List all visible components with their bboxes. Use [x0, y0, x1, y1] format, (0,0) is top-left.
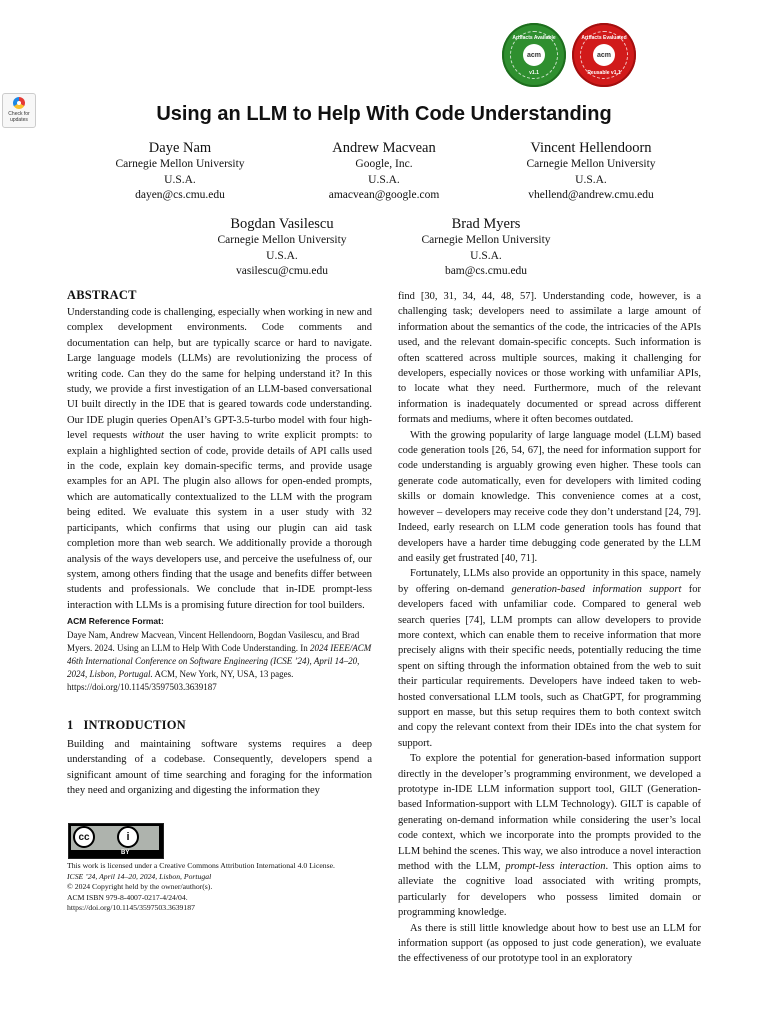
cc-by-license-logo[interactable] [68, 823, 164, 859]
author-country: U.S.A. [368, 173, 400, 186]
author-affiliation: Google, Inc. [355, 158, 413, 170]
author-affiliation: Carnegie Mellon University [217, 234, 347, 246]
author-email[interactable]: amacvean@google.com [328, 189, 440, 201]
artifacts-evaluated-badge [572, 23, 636, 87]
author-name: Brad Myers [451, 216, 521, 232]
author-affiliation: Carnegie Mellon University [421, 234, 551, 246]
conference-info: ICSE ’24, April 14–20, 2024, Lisbon, Portugal [67, 871, 212, 881]
badge-top-text: Artifacts Available [512, 35, 556, 41]
author-email[interactable]: vhellend@andrew.cmu.edu [528, 189, 654, 201]
reference-format-heading: ACM Reference Format: [67, 616, 164, 626]
badge-bottom-text: Reusable v1.1 [587, 70, 621, 76]
copyright: © 2024 Copyright held by the owner/author(s). [67, 882, 213, 891]
isbn: ACM ISBN 979-8-4007-0217-4/24/04. [67, 892, 188, 902]
abstract-paragraph: Understanding code is challenging, especially when working in new and complex development environments. Code comments and documentation can help, but are typically scarce or hard to navigate. Large language models (LLMs) are revolutionizing the process of writing code. Can they do the same for helping understand it? In this study, we provide a first investigation of an LLM-based conversational UI built directly in the IDE that is geared towards code understanding. Our IDE plugin queries OpenAI’s GPT-3.5-turbo model with four high-level requests without the user having to write explicit prompts: to explain a highlighted section of code, provide details of API calls used in the code, explain key domain-specific terms, and provide usage examples for an API. The plugin also allows for open-ended prompts, which are automatically contextualized to the LLM with the program being edited. We evaluate this system in a user study with 32 participants, which confirms that using our plugin can aid task completion more than web search. We additionally provide a thorough analysis of the ways developers use, and perceive the usefulness of, our system, among others finding that the usage and benefits differ between students and professionals. We conclude that in-IDE prompt-less interaction with LLMs is a promising future direction for tool builders. [67, 307, 372, 611]
author-country: U.S.A. [470, 249, 502, 262]
reference-format-text: Daye Nam, Andrew Macvean, Vincent Hellendoorn, Bogdan Vasilescu, and Brad Myers. 2024. Using an LLM to Help With Code Understanding. In 2024 IEEE/ACM 46th International Conference on Software Engineering (ICSE ’24), April 14–20, 2024, Lisbon, Portugal. ACM, New York, NY, USA, 13 pages. https://doi.org/10.1145/3597503.3639187 [67, 630, 372, 692]
abstract-heading: ABSTRACT [67, 288, 137, 302]
body-paragraph: Fortunately, LLMs also provide an opportunity in this space, namely by offering on-demand generation-based information support for developers faced with unfamiliar code. Compared to general web search queries [74], LLM prompts can allow developers to provide more context, which can enable them to receive information that more precisely aligns with their specific needs, potentially reducing the time spent on sifting through the information obtained from the web to suit their particular requirements. Developers have indeed taken to web-hosted conversational LLM tools, such as ChatGPT, for programming support en masse, but this setup requires them to both context switch and copy the relevant context from their IDEs into the chat system for support. [398, 568, 701, 749]
paper-title: Using an LLM to Help With Code Understanding [156, 103, 612, 125]
abstract-body [67, 305, 372, 613]
author-country: U.S.A. [164, 173, 196, 186]
body-paragraph: With the growing popularity of large language model (LLM) based code generation tools [26, 54, 67], the need for information support for code understanding is arguably growing even higher. These tools can generate code automatically, even for developers with limited coding skills or domain knowledge. This convenience comes at a cost, however – developers may receive code they don’t understand [24, 79]. Indeed, early research on LLM code generation tools has found that developers have a harder time debugging code generated by the LLM and easily get frustrated [40, 71]. [398, 429, 701, 564]
body-paragraph: To explore the potential for generation-based information support directly in the developer’s programming environment, we developed a prototype in-IDE LLM information support tool, GILT (Generation-based Information-support with LLM Technology). GILT is capable of generating on-demand information while considering the user’s local code context, which we incorporate into the prompts provided to the LLM behind the scenes. This way, we also introduce a novel interaction method with the LLM, prompt-less interaction. This option aims to alleviate the cognitive load associated with writing prompts, particularly for developers who possess limited domain or programming knowledge. [398, 753, 702, 919]
author-country: U.S.A. [575, 173, 607, 186]
author-affiliation: Carnegie Mellon University [526, 158, 656, 170]
author-country: U.S.A. [266, 249, 298, 262]
author-block [190, 215, 374, 280]
doi-link[interactable]: https://doi.org/10.1145/3597503.3639187 [67, 903, 195, 912]
author-email[interactable]: bam@cs.cmu.edu [444, 265, 528, 277]
author-block [88, 139, 272, 204]
author-block [292, 139, 476, 204]
author-name: Bogdan Vasilescu [230, 216, 334, 232]
author-name: Andrew Macvean [332, 140, 436, 156]
author-email[interactable]: dayen@cs.cmu.edu [135, 189, 225, 201]
check-updates-line2: updates [10, 117, 28, 123]
intro-paragraph: Building and maintaining software systems requires a deep understanding of a codebase. Consequently, developers spend a significant amount of time searching and foraging for the information they need and organizing and digesting the information they [67, 739, 372, 797]
acm-logo-icon: acm [593, 44, 615, 66]
author-block [394, 215, 578, 280]
introduction-body [67, 737, 372, 799]
body-paragraph: As there is still little knowledge about how to best use an LLM for information support (as opposed to just code generation), we evaluate the effectiveness of our prototype tool in an exploratory [398, 922, 701, 965]
body-paragraph: find [30, 31, 34, 44, 48, 57]. Understanding code, however, is a challenging task; developers need to assimilate a large amount of information about the semantics of the code, the intricacies of the APIs used, and the relevant domain-specific concepts. Such information is often scattered across multiple sources, making it challenging for developers, especially novices or those working with unfamiliar APIs, to locate what they need. Furthermore, much of the relevant information is inadequately documented or spread across different formats and mediums, where it often becomes outdated. [398, 291, 701, 426]
author-email[interactable]: vasilescu@cmu.edu [235, 265, 329, 277]
right-column-body [398, 289, 701, 967]
attribution-icon: i [117, 826, 139, 848]
badge-bottom-text: v1.1 [529, 70, 539, 76]
by-label: BY [121, 850, 130, 856]
license-footer [67, 861, 387, 914]
check-updates-line1: Check for [8, 111, 30, 117]
acm-logo-icon: acm [523, 44, 545, 66]
license-statement: This work is licensed under a Creative Commons Attribution International 4.0 License. [67, 861, 335, 870]
badge-top-text: Artifacts Evaluated [581, 35, 627, 41]
author-affiliation: Carnegie Mellon University [115, 158, 245, 170]
author-name: Daye Nam [148, 140, 212, 156]
artifacts-available-badge [502, 23, 566, 87]
cc-icon: cc [73, 826, 95, 848]
author-name: Vincent Hellendoorn [530, 140, 652, 156]
introduction-heading: 1 INTRODUCTION [67, 718, 186, 732]
author-block [496, 139, 686, 204]
